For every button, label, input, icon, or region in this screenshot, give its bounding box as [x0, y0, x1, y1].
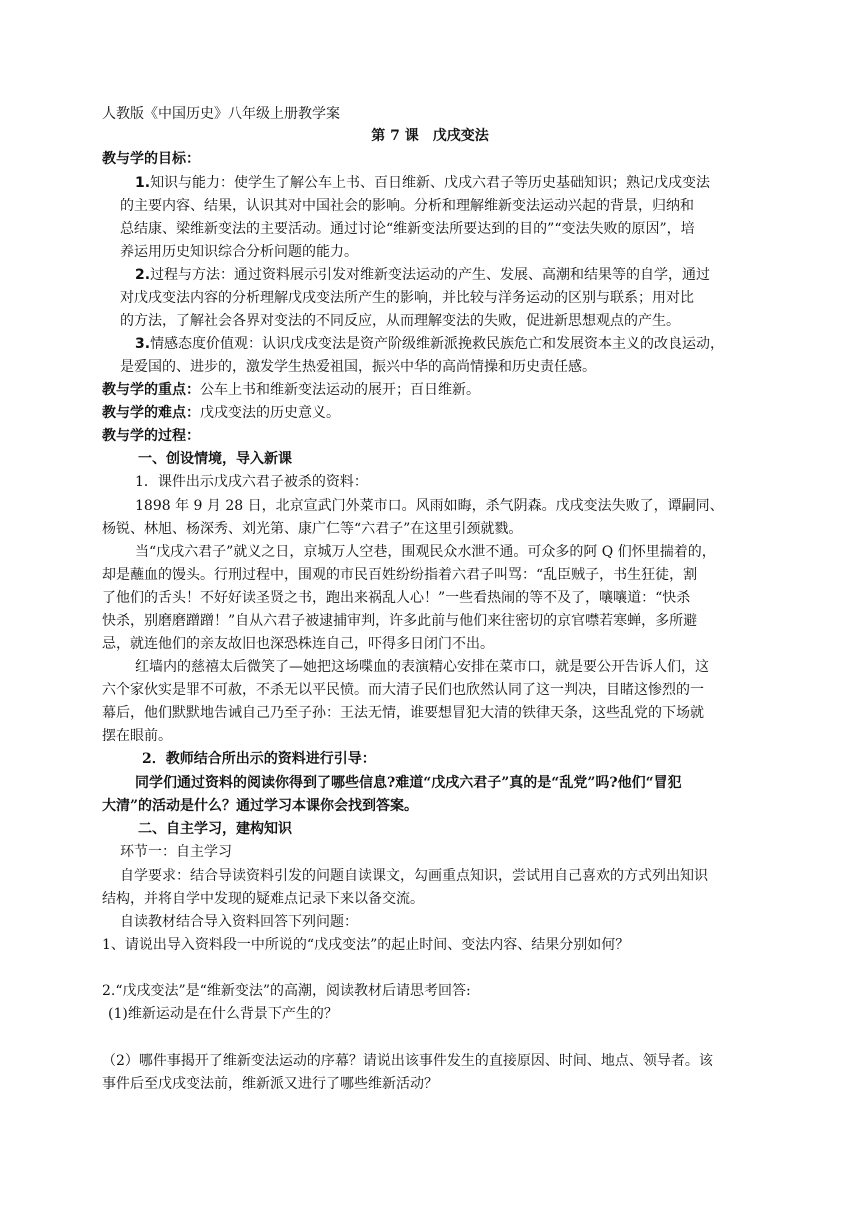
- link-1-heading: 环节一：自主学习: [120, 844, 232, 860]
- objective-2-line: 对戊戌变法内容的分析理解戊戌变法所产生的影响，并比较与洋务运动的区别与联系；用对比: [120, 290, 694, 306]
- question-1: 1、请说出导入资料段一中所说的“戊戌变法”的起止时间、变法内容、结果分别如何？: [102, 937, 630, 953]
- objective-1-line: 的主要内容、结果，认识其对中国社会的影响。分析和理解维新变法运动兴起的背景，归纳和: [120, 198, 694, 214]
- material-paragraph-3: 六个家伙实是罪不可赦，不杀无以平民愤。而大清子民们也欣然认同了这一判决，目睹这惨烈的一: [102, 682, 704, 698]
- difficulty-label: 教与学的难点：: [102, 405, 200, 421]
- objective-3-line: 是爱国的、进步的，激发学生热爱祖国，振兴中华的高尚情操和历史责任感。: [120, 359, 596, 375]
- objective-2-number: 2.: [135, 267, 151, 283]
- material-paragraph-2: 了他们的舌头！不好好读圣贤之书，跑出来祸乱人心！”一些看热闹的等不及了，嚷嚷道：“快杀: [102, 590, 691, 606]
- objective-2-text: 过程与方法：通过资料展示引发对维新变法运动的产生、发展、高潮和结果等的自学，通过: [150, 267, 711, 283]
- material-paragraph-2: 却是蘸血的馒头。行刑过程中，围观的市民百姓纷纷指着六君子叫骂：“乱臣贼子，书生狂徒，割: [102, 567, 698, 583]
- section-1-step-1: 1．课件出示戊戌六君子被杀的资料：: [135, 474, 368, 490]
- material-paragraph-2: 忌，就连他们的亲友故旧也深恐株连自己，吓得多日闭门不出。: [102, 636, 494, 652]
- material-paragraph-3: 幕后，他们默默地告诫自己乃至子孙：王法无情，谁要想冒犯大清的铁律天条，这些乱党的下场就: [102, 705, 704, 721]
- question-2-2: 事件后至戊戌变法前，维新派又进行了哪些维新活动？: [102, 1076, 438, 1092]
- guide-question: 同学们通过资料的阅读你得到了哪些信息?难道“戊戌六君子”真的是“乱党”吗?他们“冒犯: [135, 775, 682, 791]
- question-2: 2.“戊戌变法”是“维新变法”的高潮，阅读教材后请思考回答:: [102, 983, 471, 999]
- section-1-title: 一、创设情境，导入新课: [138, 451, 292, 467]
- difficulty-text: 戊戌变法的历史意义。: [200, 405, 340, 421]
- process-heading: 教与学的过程：: [102, 428, 200, 444]
- objective-3-line: [135, 334, 724, 354]
- material-paragraph-3: 红墙内的慈禧太后微笑了—她把这场喋血的表演精心安排在菜市口，就是要公开告诉人们，这: [135, 659, 709, 675]
- self-study-requirement: 结构，并将自学中发现的疑难点记录下来以备交流。: [102, 891, 424, 907]
- objective-3-number: 3.: [135, 336, 151, 352]
- objective-3-text: 情感态度价值观：认识戊戌变法是资产阶级维新派挽救民族危亡和发展资本主义的改良运动，: [150, 336, 725, 352]
- material-paragraph-2: 当“戊戌六君子”就义之日，京城万人空巷，围观民众水泄不通。可众多的阿 Q 们怀里揣着的，: [135, 544, 716, 560]
- self-study-requirement: 自学要求：结合导读资料引发的问题自读课文，勾画重点知识，尝试用自己喜欢的方式列出知识: [120, 868, 708, 884]
- question-2-2: （2）哪件事揭开了维新变法运动的序幕？请说出该事件发生的直接原因、时间、地点、领导者。该: [102, 1053, 713, 1069]
- key-point-label: 教与学的重点：: [102, 382, 200, 398]
- objectives-heading: 教与学的目标：: [102, 151, 200, 167]
- objective-1-number: 1.: [135, 175, 151, 191]
- objective-1-line: 养运用历史知识综合分析问题的能力。: [120, 244, 358, 260]
- lesson-title: 第 7 课 戊戌变法: [371, 128, 489, 144]
- question-2-1: (1)维新运动是在什么背景下产生的？: [108, 1006, 338, 1022]
- material-paragraph-1: 杨锐、林旭、杨深秀、刘光第、康广仁等“六君子”在这里引颈就戮。: [102, 521, 523, 537]
- material-paragraph-2: 快杀，别磨磨蹭蹭！”自从六君子被逮捕审判，许多此前与他们来往密切的京官噤若寒蝉，多所避: [102, 613, 698, 629]
- guide-question: 大清”的活动是什么？通过学习本课你会找到答案。: [102, 798, 419, 814]
- key-point-text: 公车上书和维新变法运动的展开；百日维新。: [200, 382, 480, 398]
- section-1-step-2: 2．教师结合所出示的资料进行引导：: [142, 751, 376, 767]
- material-paragraph-1: 1898 年 9 月 28 日，北京宣武门外菜市口。风雨如晦，杀气阴森。戊戌变法失败了，谭嗣同、: [135, 498, 724, 514]
- objective-2-line: 的方法，了解社会各界对变法的不同反应，从而理解变法的失败，促进新思想观点的产生。: [120, 313, 680, 329]
- objective-1-line: [135, 173, 710, 193]
- objective-1-line: 总结康、梁维新变法的主要活动。通过讨论“维新变法所要达到的目的”“变法失败的原因”，培: [120, 221, 695, 237]
- objective-1-text: 知识与能力：使学生了解公车上书、百日维新、戊戌六君子等历史基础知识；熟记戊戌变法: [150, 175, 711, 191]
- section-2-title: 二、自主学习，建构知识: [138, 821, 292, 837]
- document-header: 人教版《中国历史》八年级上册教学案: [102, 106, 340, 122]
- material-paragraph-3: 摆在眼前。: [102, 728, 172, 744]
- difficulty: [102, 403, 340, 423]
- key-point: [102, 380, 480, 400]
- objective-2-line: [135, 265, 710, 285]
- reading-instruction: 自读教材结合导入资料回答下列问题：: [120, 914, 358, 930]
